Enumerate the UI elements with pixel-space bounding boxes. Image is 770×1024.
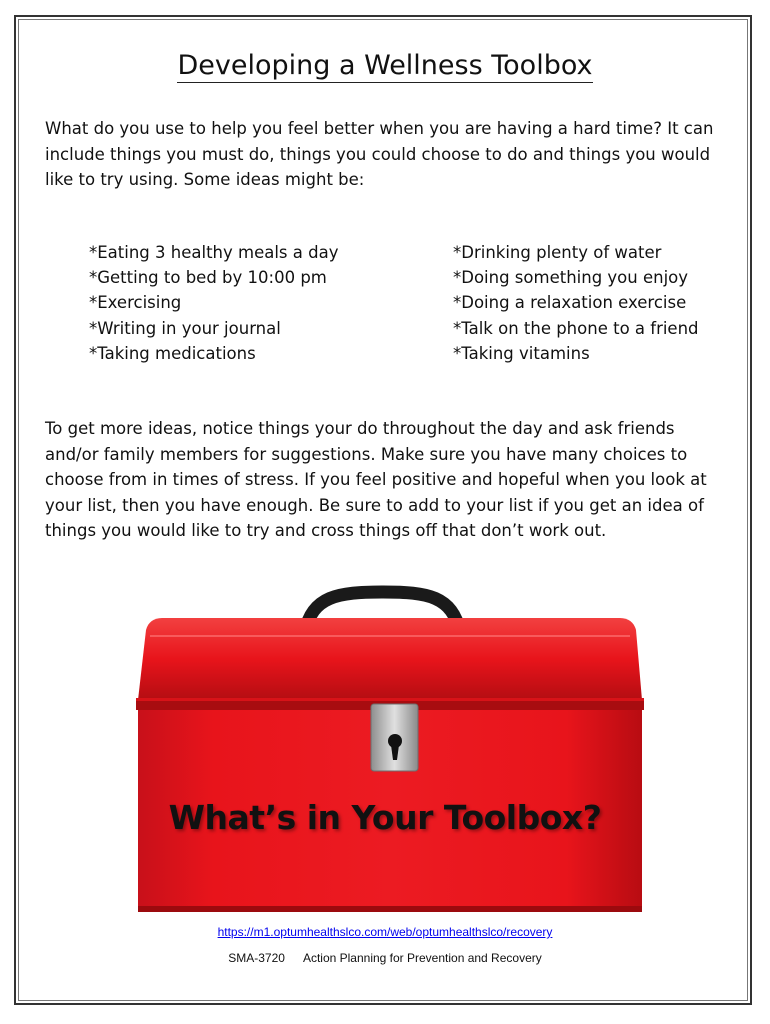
list-item: *Doing a relaxation exercise [453,293,687,313]
list-item: *Exercising [89,293,182,313]
footer [0,951,770,965]
recovery-link[interactable]: https://m1.optumhealthslco.com/web/optumhealthslco/recovery [217,925,553,939]
list-item: *Taking vitamins [453,343,590,363]
footer-title: Action Planning for Prevention and Recovery [302,951,542,965]
list-item: *Taking medications [89,343,256,363]
more-ideas-paragraph: To get more ideas, notice things your do throughout the day and ask friends and/or family members for suggestions. Make sure you have many choices to choose from in times of stress. If you feel positive and hopeful when you look at your list, then you have enough. Be sure to add to your list if you get an idea of things you would like to try and cross things off that don’t work out. [45,419,707,540]
list-item: *Eating 3 healthy meals a day [89,243,339,262]
list-item: *Getting to bed by 10:00 pm [89,268,327,288]
list-item: *Writing in your journal [89,318,281,338]
list-item: *Doing something you enjoy [453,268,689,288]
intro-paragraph: What do you use to help you feel better when you are having a hard time? It can include things you must do, things you could choose to do and things you would like to try using. Some ideas might be: [45,119,714,189]
page-title: Developing a Wellness Toolbox [177,50,593,81]
list-item: *Talk on the phone to a friend [453,318,699,338]
lock-icon [371,704,418,771]
list-item: *Drinking plenty of water [453,243,662,262]
footer-code: SMA-3720 [228,951,285,965]
toolbox-caption: What’s in Your Toolbox? [168,798,602,837]
toolbox-lid [138,618,642,700]
